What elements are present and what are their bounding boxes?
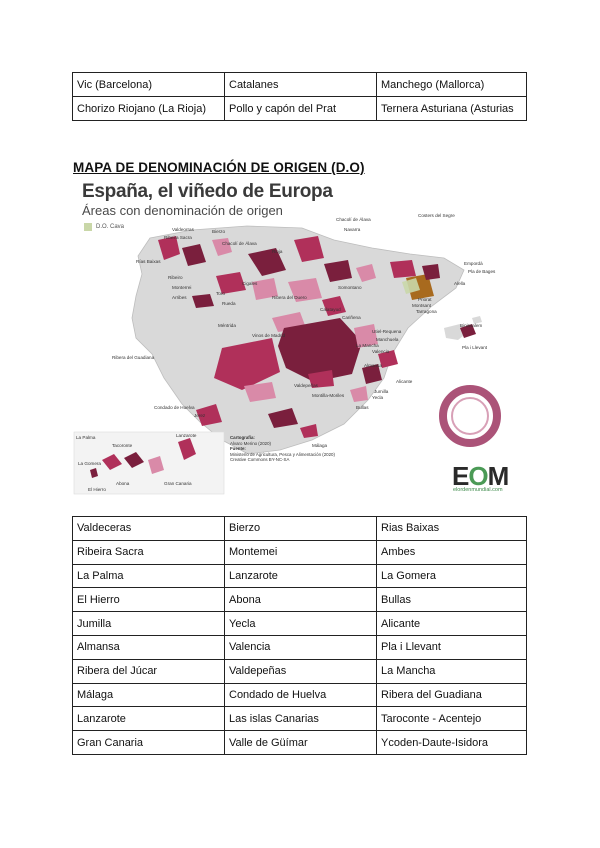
map-label: Navarra — [344, 227, 361, 232]
table-cell: Pollo y capón del Prat — [225, 97, 377, 121]
table-row — [73, 731, 527, 755]
map-label: Ribera del Guadiana — [112, 355, 155, 360]
bottom-table — [72, 516, 527, 755]
map-label: Alicante — [396, 379, 413, 384]
table-row — [73, 635, 527, 659]
table-cell: Bullas — [377, 588, 527, 612]
logo-url: elordenmundial.com — [453, 487, 503, 493]
table-row — [73, 97, 527, 121]
map-label: Utiel-Requena — [372, 329, 402, 334]
table-cell: Valdepeñas — [225, 659, 377, 683]
map-label: Tarragona — [416, 309, 437, 314]
map-label: Manchuela — [376, 337, 399, 342]
credits-cartografia-label: Cartografía: — [230, 435, 255, 440]
map-label: Ribeiro — [168, 275, 183, 280]
table-cell: Valencia — [225, 635, 377, 659]
map-label: Yecla — [372, 395, 384, 400]
map-label: Chacolí de Álava — [336, 217, 371, 222]
map-credits — [230, 435, 335, 463]
map-label: Valdepeñas — [294, 383, 318, 388]
table-cell: Pla i Llevant — [377, 635, 527, 659]
map-label: Toro — [216, 291, 225, 296]
map-label: Cariñena — [342, 315, 361, 320]
table-cell: Lanzarote — [225, 564, 377, 588]
map-label: Almansa — [364, 363, 382, 368]
map-label: Cigales — [242, 281, 258, 286]
map-legend — [84, 223, 124, 231]
table-cell: Valdeceras — [73, 517, 225, 541]
table-cell: Ternera Asturiana (Asturias — [377, 97, 527, 121]
map-label: El Hierro — [88, 487, 106, 492]
map-label: Jerez — [194, 413, 206, 418]
table-cell: Gran Canaria — [73, 731, 225, 755]
table-cell: El Hierro — [73, 588, 225, 612]
map-label: Méntrida — [218, 323, 236, 328]
map-title: España, el viñedo de Europa — [82, 181, 333, 202]
map-label: Priorat — [418, 297, 432, 302]
map-label: Rías Baixas — [136, 259, 161, 264]
table-cell: Vic (Barcelona) — [73, 73, 225, 97]
table-row — [73, 564, 527, 588]
map-label: Valdeorras — [172, 227, 194, 232]
table-cell: Condado de Huelva — [225, 683, 377, 707]
table-cell: Málaga — [73, 683, 225, 707]
map-label: Bierzo — [212, 229, 226, 234]
table-row — [73, 659, 527, 683]
table-cell: Almansa — [73, 635, 225, 659]
table-cell: Alicante — [377, 612, 527, 636]
map-label: Montsant — [412, 303, 431, 308]
map-label: Monterrei — [172, 285, 192, 290]
map-label: Ribeira Sacra — [164, 235, 192, 240]
table-cell: Ambes — [377, 540, 527, 564]
table-cell: Bierzo — [225, 517, 377, 541]
table-cell: Ribera del Júcar — [73, 659, 225, 683]
logo-e: E — [452, 461, 469, 491]
table-row — [73, 517, 527, 541]
table-cell: Lanzarote — [73, 707, 225, 731]
map-label: Rueda — [222, 301, 236, 306]
map-label: Lanzarote — [176, 433, 197, 438]
map-label: Valencia — [372, 349, 390, 354]
map-label: Tacoronte — [112, 443, 133, 448]
table-row — [73, 612, 527, 636]
map-label: Montilla-Moriles — [312, 393, 345, 398]
table-cell: Ribera del Guadiana — [377, 683, 527, 707]
map-label: Jumilla — [374, 389, 389, 394]
map-label: Costers del Segre — [418, 213, 455, 218]
map-label: La Gomera — [78, 461, 101, 466]
map-label: Somontano — [338, 285, 362, 290]
table-cell: La Gomera — [377, 564, 527, 588]
map-label: Pla de Bages — [468, 269, 496, 274]
credits-license: Creative Commons BY-NC-SA — [230, 457, 290, 462]
map-label: Condado de Huelva — [154, 405, 195, 410]
map-label: Calatayud — [320, 307, 341, 312]
map-label: Rioja — [272, 249, 283, 254]
credits-fuente-label: Fuente: — [230, 446, 246, 451]
legend-label: D.O. Cava — [96, 224, 125, 230]
table-cell: Manchego (Mallorca) — [377, 73, 527, 97]
spain-wine-map — [72, 178, 528, 498]
map-label: Chacolí de Álava — [222, 241, 257, 246]
table-row — [73, 707, 527, 731]
table-row — [73, 540, 527, 564]
map-label: Pla i Llevant — [462, 345, 488, 350]
table-cell: Rias Baixas — [377, 517, 527, 541]
map-label: La Mancha — [356, 343, 379, 348]
table-cell: Las islas Canarias — [225, 707, 377, 731]
map-label: Abona — [116, 481, 130, 486]
table-cell: Jumilla — [73, 612, 225, 636]
map-label: La Palma — [76, 435, 96, 440]
table-cell: Ribeira Sacra — [73, 540, 225, 564]
map-label: Alella — [454, 281, 466, 286]
map-label: Ribera del Duero — [272, 295, 307, 300]
credits-cartografia-value: Alvaro Merino (2020) — [230, 440, 271, 446]
table-cell: Valle de Güímar — [225, 731, 377, 755]
logo-o: O — [468, 461, 488, 491]
map-label: Bullas — [356, 405, 369, 410]
section-heading: MAPA DE DENOMINACIÓN DE ORIGEN (D.O) — [73, 160, 365, 175]
table-cell: Yecla — [225, 612, 377, 636]
table-row — [73, 683, 527, 707]
map-label: Binissalem — [460, 323, 483, 328]
map-label: Vinos de Madrid — [252, 333, 286, 338]
table-cell: Taroconte - Acentejo — [377, 707, 527, 731]
map-label: Arribes — [172, 295, 187, 300]
map-label: Málaga — [312, 443, 328, 448]
table-cell: Ycoden-Daute-Isidora — [377, 731, 527, 755]
top-table — [72, 72, 527, 121]
table-row — [73, 73, 527, 97]
map-label: Gran Canaria — [164, 481, 192, 486]
table-cell: La Palma — [73, 564, 225, 588]
legend-swatch — [84, 223, 92, 231]
map-subtitle: Áreas con denominación de origen — [82, 203, 283, 218]
table-cell: Abona — [225, 588, 377, 612]
table-cell: Montemei — [225, 540, 377, 564]
logo-m: M — [487, 461, 509, 491]
table-row — [73, 588, 527, 612]
credits-fuente-value: Ministerio de Agricultura, Pesca y Alimentación (2020) — [230, 451, 335, 457]
table-cell: La Mancha — [377, 659, 527, 683]
table-cell: Chorizo Riojano (La Rioja) — [73, 97, 225, 121]
map-label: Empordà — [464, 261, 483, 266]
table-cell: Catalanes — [225, 73, 377, 97]
